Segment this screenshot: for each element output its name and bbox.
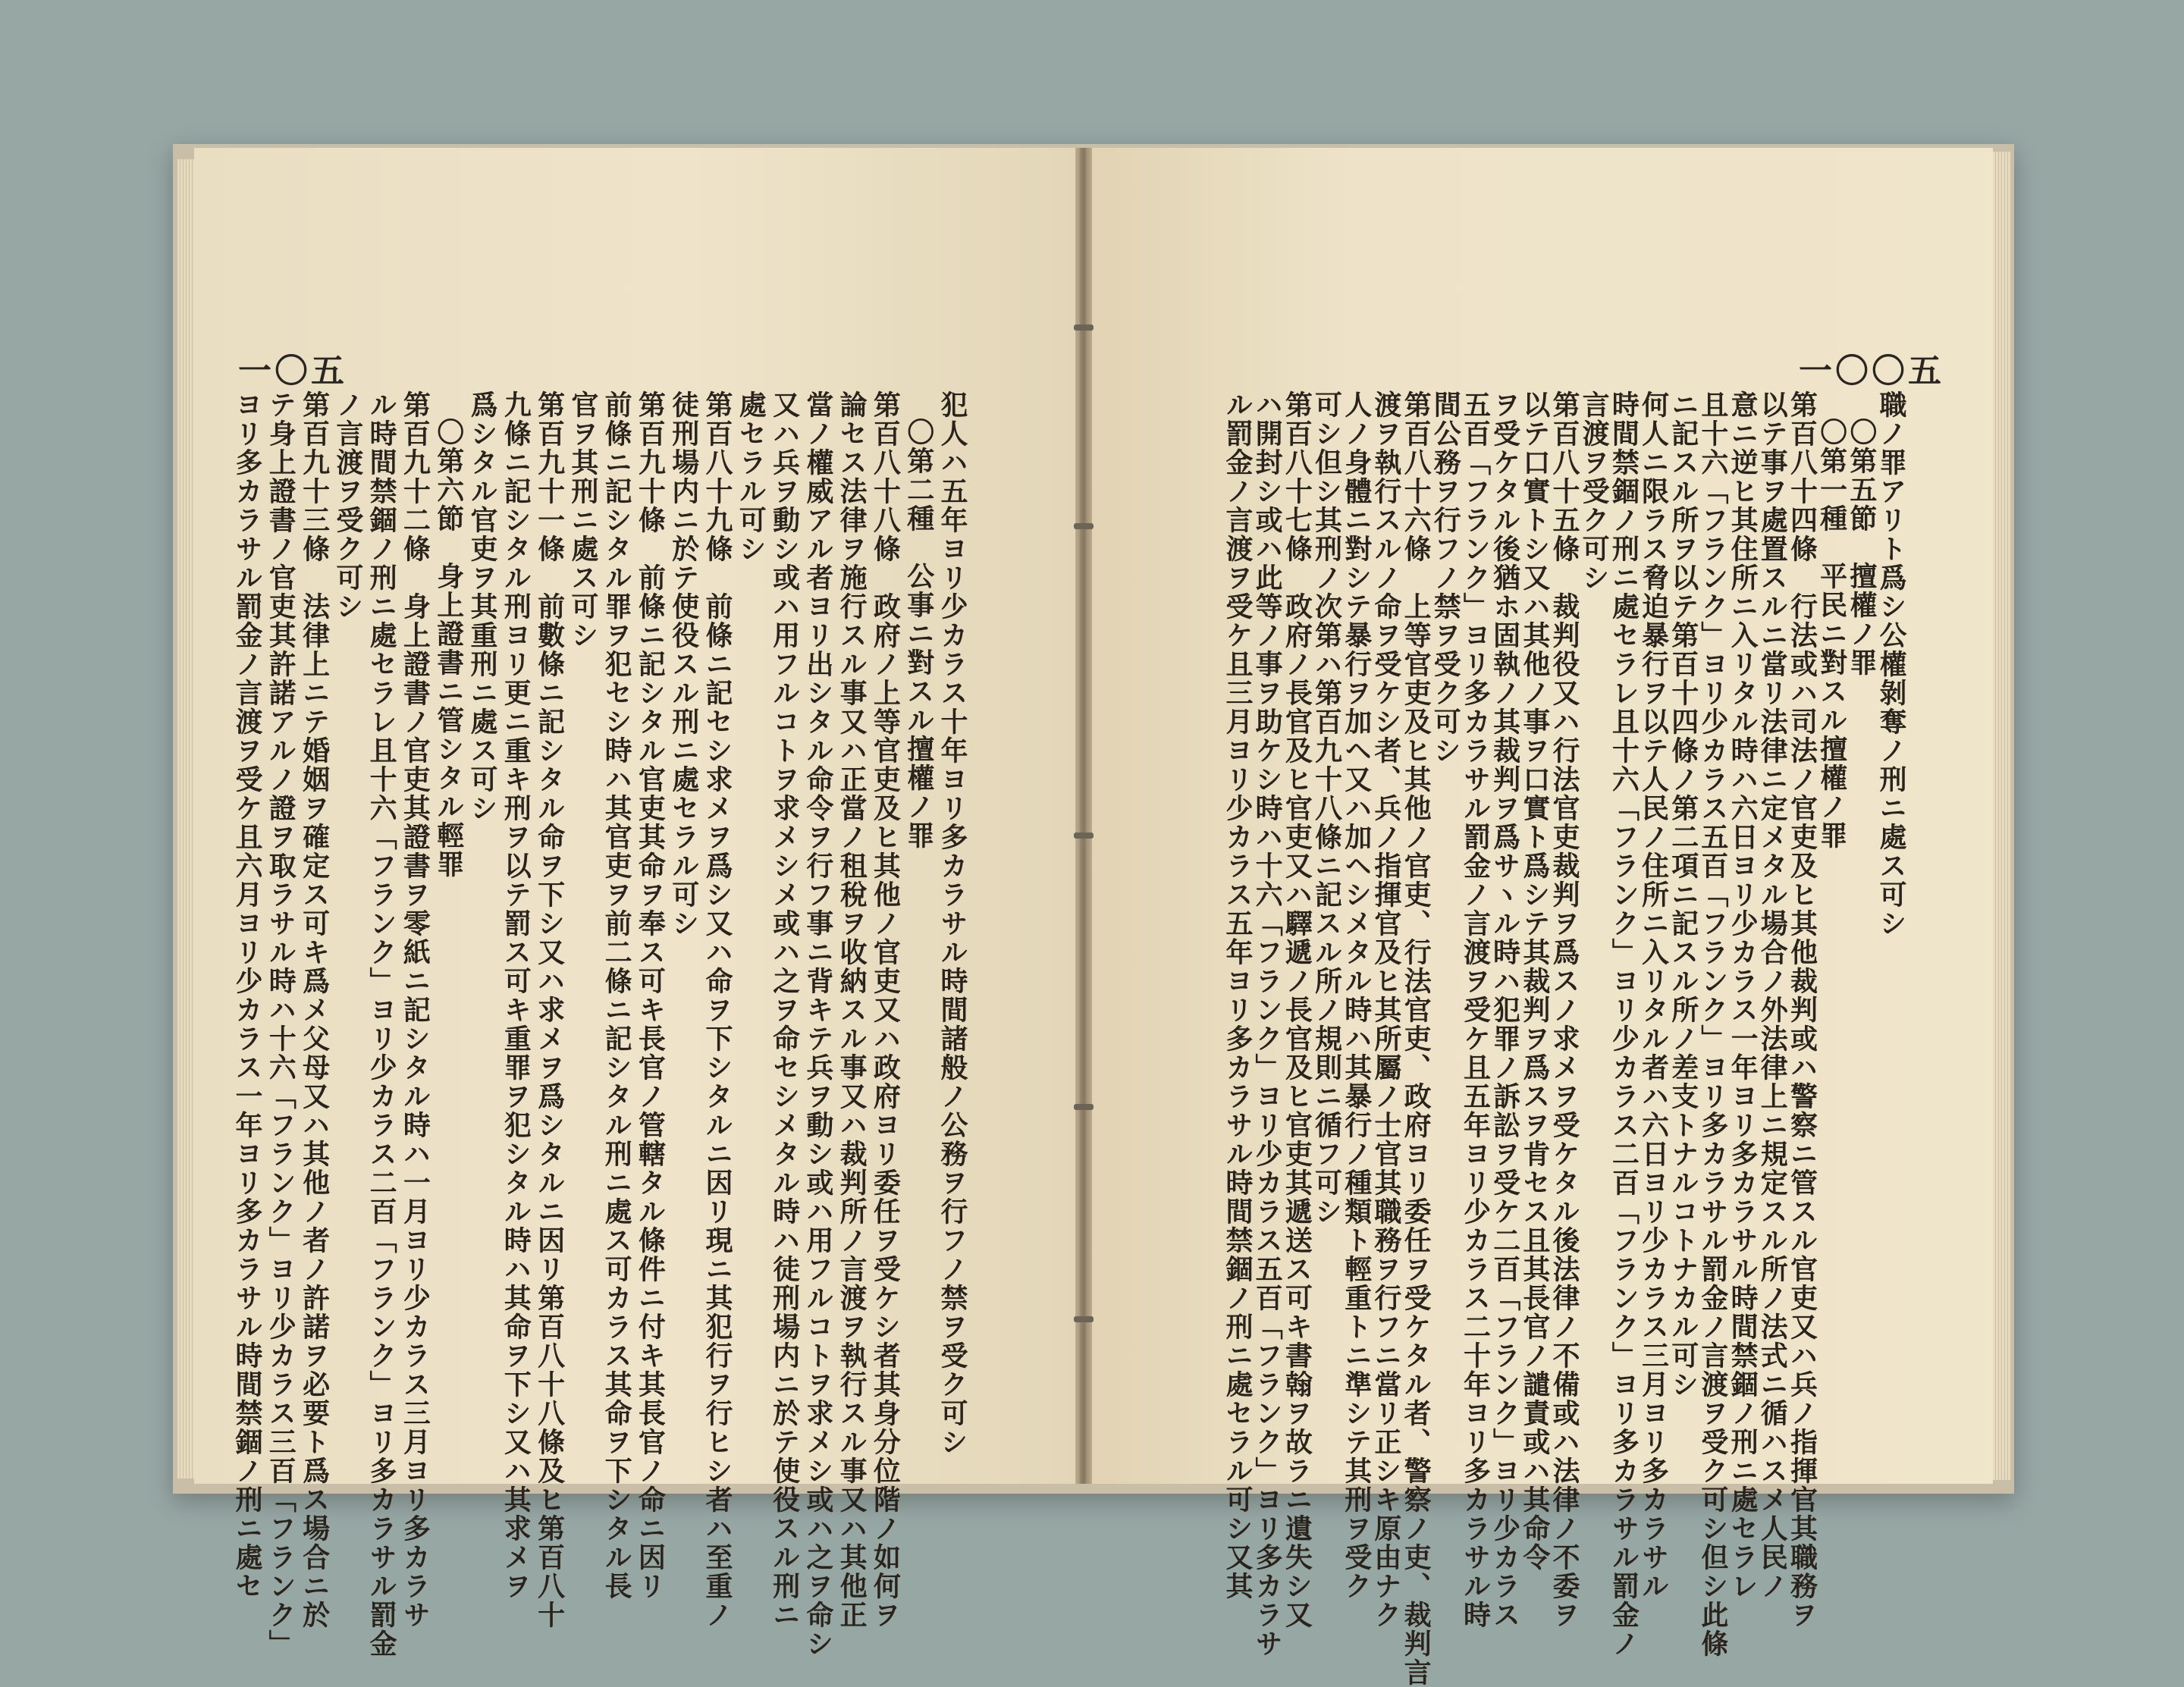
text-column: 人ノ身體ニ對シテ暴行ヲ加ヘ又ハ加ヘシメタル時ハ其暴行ノ種類ト輕重トニ準シテ其刑ヲ受ク — [1340, 390, 1373, 1601]
text-column: テ身上證書ノ官吏其許諾アルノ證ヲ取ラサル時ハ十六「フランク」ヨリ少カラス三百「フランク」 — [265, 390, 297, 1658]
text-column: 〇第六節 身上證書ニ管シタル輕罪 — [432, 418, 465, 879]
text-column: 九條ニ記シタル刑ヨリ更ニ重キ刑ヲ以テ罰ス可キ重罪ヲ犯シタル時ハ其命ヲ下シ又ハ其求メヲ — [500, 390, 532, 1601]
text-column: 第百九十二條 身上證書ノ官吏其證書ヲ零紙ニ記シタル時ハ一月ヨリ少カラス三月ヨリ多カラサ — [399, 390, 431, 1629]
text-column: 言渡ヲ受ク可シ — [1578, 390, 1611, 592]
text-column: ニ記スル所ヲ以テ第百十四條ノ第二項ニ記スル所ノ差支トナルコトナカル可シ — [1667, 390, 1699, 1399]
text-column: 第百八十九條 前條ニ記セシ求メヲ爲シ又ハ命ヲ下シタルニ因リ現ニ其犯行ヲ行ヒシ者ハ至重ノ — [701, 390, 733, 1629]
text-column: ヨリ多カラサル罰金ノ言渡ヲ受ケ且六月ヨリ少カラス一年ヨリ多カラサル時間禁錮ノ刑ニ處セ — [231, 390, 263, 1601]
right-page-edges — [1993, 152, 2011, 1480]
text-column: 渡ヲ執行スルノ命ヲ受ケシ者、兵ノ指揮官及ヒ其所屬ノ士官其職務ヲ行フニ當リ正シキ原由ナク — [1370, 390, 1402, 1629]
text-column: 以テ口實トシ又ハ其他ノ事ヲ口實ト爲シテ其裁判ヲ爲スヲ肯セス且其長官ノ譴責或ハ其命令 — [1518, 390, 1551, 1572]
text-column: 犯人ハ五年ヨリ少カラス十年ヨリ多カラサル時間諸般ノ公務ヲ行フノ禁ヲ受ク可シ — [937, 390, 968, 1457]
text-column: 第百八十七條 政府ノ長官及ヒ官吏又ハ驛遞ノ長官及ヒ官吏其遞送ス可キ書翰ヲ故ラニ遺失シ又 — [1281, 390, 1313, 1629]
text-column: 五百「フランク」ヨリ多カラサル罰金ノ言渡ヲ受ケ且五年ヨリ少カラス二十年ヨリ多カラサル時 — [1459, 390, 1492, 1629]
left-page-number: 一〇五 — [238, 352, 347, 390]
binding-stitch — [1074, 523, 1094, 529]
book-gutter — [1075, 148, 1092, 1484]
text-column: ル時間禁錮ノ刑ニ處セラレ且十六「フランク」ヨリ少カラス二百「フランク」ヨリ多カラサル罰金 — [366, 390, 398, 1658]
text-column: 處セラル可シ — [735, 390, 767, 563]
binding-stitch — [1074, 1104, 1094, 1110]
text-column: 第百八十五條 裁判役又ハ行法官吏裁判ヲ爲スノ求メヲ受ケタル後法律ノ不備或ハ法律ノ不委ヲ — [1549, 390, 1580, 1629]
text-column: 可シ但シ其刑ノ次第ハ第百九十八條ニ記スル所ノ規則ニ循フ可シ — [1310, 390, 1343, 1226]
text-column: 爲シタル官吏ヲ其重刑ニ處ス可シ — [466, 390, 498, 823]
text-column: ハ開封シ或ハ此等ノ事ヲ助ケシ時ハ十六「フランク」ヨリ少カラス五百「フランク」ヨリ多カラサ — [1251, 390, 1284, 1658]
text-column: 官ヲ其刑ニ處ス可シ — [566, 390, 599, 650]
text-column: 前條ニ記シタル罪ヲ犯セシ時ハ其官吏ヲ前二條ニ記シタル刑ニ處ス可カラス其命ヲ下シタル長 — [601, 390, 633, 1601]
text-column: 〇第五節 擅權ノ罪 — [1845, 418, 1878, 677]
binding-stitch — [1074, 325, 1094, 331]
text-column: 〇第二種 公事ニ對スル擅權ノ罪 — [902, 418, 935, 850]
text-column: 〇第一種 平民ニ對スル擅權ノ罪 — [1815, 418, 1848, 850]
text-column: 第百八十六條 上等官吏及ヒ其他ノ官吏、行法官吏、政府ヨリ委任ヲ受ケタル者、警察ノ吏、裁判言 — [1400, 390, 1432, 1687]
text-column: ル罰金ノ言渡ヲ受ケ且三月ヨリ少カラス五年ヨリ多カラサル時間禁錮ノ刑ニ處セラル可シ又其 — [1222, 390, 1254, 1601]
text-column: 間公務ヲ行フノ禁ヲ受ク可シ — [1429, 390, 1462, 765]
text-column: 以テ事ヲ處置スルニ當リ法律ニ定メタル場合ノ外法律上ニ規定スル所ノ法式ニ循ハスメ人民ノ — [1756, 390, 1789, 1601]
text-column: 職ノ罪アリト爲シ公權剝奪ノ刑ニ處ス可シ — [1875, 390, 1907, 938]
text-column: 第百八十四條 行法或ハ司法ノ官吏及ヒ其他裁判或ハ警察ニ管スル官吏又ハ兵ノ指揮官其職務ヲ — [1786, 390, 1818, 1629]
text-column: 第百九十三條 法律上ニテ婚姻ヲ確定ス可キ爲メ父母又ハ其他ノ者ノ許諾ヲ必要ト爲ス場合ニ於 — [298, 390, 331, 1629]
left-page-edges — [177, 159, 194, 1478]
right-page — [1086, 148, 1993, 1687]
text-column: 論セス法律ヲ施行スル事又ハ正當ノ租稅ヲ收納スル事又ハ裁判所ノ言渡ヲ執行スル事又ハ其他正 — [836, 390, 868, 1629]
text-column: ノ言渡ヲ受ク可シ — [331, 390, 364, 621]
binding-stitch — [1074, 833, 1094, 839]
text-column: 且十六「フランク」ヨリ少カラス五百「フランク」ヨリ多カラサル罰金ノ言渡ヲ受ク可シ但シ此條 — [1696, 390, 1729, 1658]
text-column: 又ハ兵ヲ動シ或ハ用フルコトヲ求メシメ或ハ之ヲ命セシメタル時ハ徒刑場内ニ於テ使役スル刑ニ — [768, 390, 801, 1629]
text-column: 時間禁錮ノ刑ニ處セラレ且十六「フランク」ヨリ少カラス二百「フランク」ヨリ多カラサル罰金ノ — [1608, 390, 1640, 1658]
text-column: 意ニ逆ヒ其住所ニ入リタル時ハ六日ヨリ少カラス一年ヨリ多カラサル時間禁錮ノ刑ニ處セラレ — [1727, 390, 1759, 1601]
right-page-number: 一〇〇五 — [1799, 352, 1944, 390]
text-column: 第百九十條 前條ニ記シタル官吏其命ヲ奉ス可キ長官ノ管轄タル條件ニ付キ其長官ノ命ニ因リ — [634, 390, 667, 1601]
text-column: 何人ニ限ラス脅迫暴行ヲ以テ人民ノ住所ニ入リタル者ハ六日ヨリ少カラス三月ヨリ多カラサル — [1637, 390, 1670, 1601]
text-column: 當ノ權威アル者ヨリ出シタル命令ヲ行フ事ニ背キテ兵ヲ動シ或ハ用フルコトヲ求メシ或ハ之ヲ命シ — [802, 390, 834, 1658]
text-column: ヲ受ケタル後猶ホ固執ノ其裁判ヲ爲サヽル時ハ犯罪ノ訴訟ヲ受ケ二百「フランク」ヨリ少カラス — [1489, 390, 1521, 1629]
text-column: 徒刑場内ニ於テ使役スル刑ニ處セラル可シ — [667, 390, 700, 938]
text-column: 第百八十八條 政府ノ上等官吏及ヒ其他ノ官吏又ハ政府ヨリ委任ヲ受ケシ者其身分位階ノ如何ヲ — [869, 390, 902, 1629]
text-column: 第百九十一條 前數條ニ記シタル命ヲ下シ又ハ求メヲ爲シタルニ因リ第百八十八條及ヒ第百八十 — [533, 390, 566, 1629]
left-page — [194, 148, 1080, 1658]
binding-stitch — [1074, 1316, 1094, 1322]
